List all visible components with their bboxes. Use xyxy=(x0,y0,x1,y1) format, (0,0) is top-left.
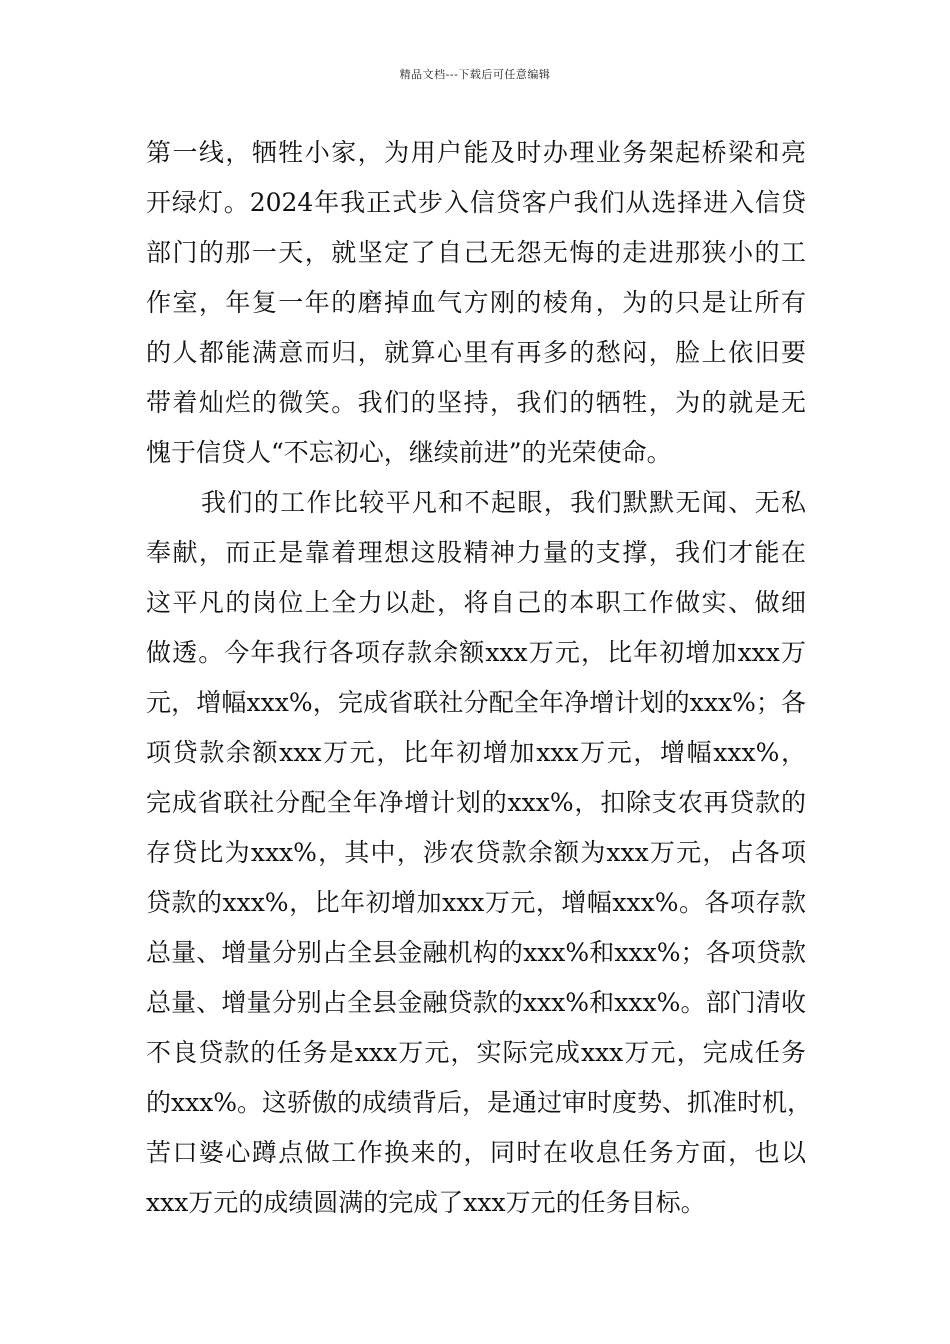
text-line: 的人都能满意而归，就算心里有再多的愁闷，脸上依旧要 xyxy=(146,338,806,367)
text-line: 我们的工作比较平凡和不起眼，我们默默无闻、无私 xyxy=(201,488,806,517)
text-line: 完成省联社分配全年净增计划的xxx%，扣除支农再贷款的 xyxy=(146,788,806,817)
text-line: 苦口婆心蹲点做工作换来的，同时在收息任务方面，也以 xyxy=(146,1138,806,1167)
text-line: 存贷比为xxx%，其中，涉农贷款余额为xxx万元，占各项 xyxy=(146,838,806,867)
text-line: 项贷款余额xxx万元，比年初增加xxx万元，增幅xxx%， xyxy=(146,738,806,767)
text-line: xxx万元的成绩圆满的完成了xxx万元的任务目标。 xyxy=(146,1188,706,1217)
text-line: 部门的那一天，就坚定了自己无怨无悔的走进那狭小的工 xyxy=(146,238,806,267)
text-line: 奉献，而正是靠着理想这股精神力量的支撑，我们才能在 xyxy=(146,538,806,567)
text-line: 总量、增量分别占全县金融机构的xxx%和xxx%；各项贷款 xyxy=(146,938,806,967)
text-line: 愧于信贷人“不忘初心，继续前进”的光荣使命。 xyxy=(146,438,672,467)
document-body xyxy=(146,128,813,1228)
text-line: 第一线，牺牲小家，为用户能及时办理业务架起桥梁和亮 xyxy=(146,138,806,167)
paragraph-1 xyxy=(146,128,806,478)
text-line: 元，增幅xxx%，完成省联社分配全年净增计划的xxx%；各 xyxy=(146,688,806,717)
text-line: 做透。今年我行各项存款余额xxx万元，比年初增加xxx万 xyxy=(146,638,806,667)
text-line: 不良贷款的任务是xxx万元，实际完成xxx万元，完成任务 xyxy=(146,1038,806,1067)
text-line: 带着灿烂的微笑。我们的坚持，我们的牺牲，为的就是无 xyxy=(146,388,806,417)
text-line: 的xxx%。这骄傲的成绩背后，是通过审时度势、抓准时机， xyxy=(146,1088,813,1117)
text-line: 开绿灯。2024年我正式步入信贷客户我们从选择进入信贷 xyxy=(146,188,806,217)
paragraph-2 xyxy=(146,478,813,1228)
page-header: 精品文档---下载后可任意编辑 xyxy=(399,68,551,81)
text-line: 贷款的xxx%，比年初增加xxx万元，增幅xxx%。各项存款 xyxy=(146,888,806,917)
text-line: 总量、增量分别占全县金融贷款的xxx%和xxx%。部门清收 xyxy=(146,988,806,1017)
text-line: 这平凡的岗位上全力以赴，将自己的本职工作做实、做细 xyxy=(146,588,806,617)
text-line: 作室，年复一年的磨掉血气方刚的棱角，为的只是让所有 xyxy=(146,288,806,317)
